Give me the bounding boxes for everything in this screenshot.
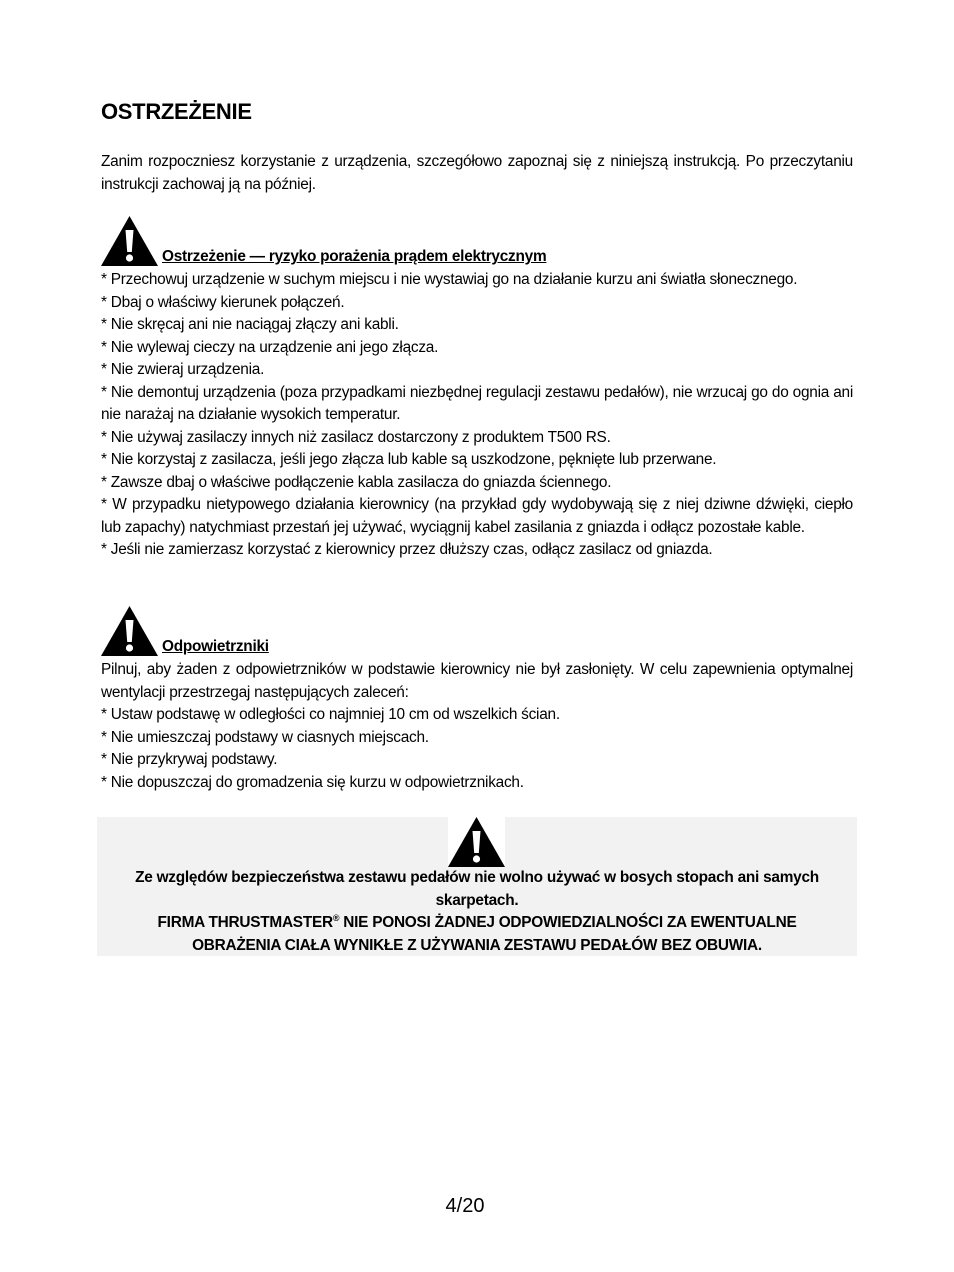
notice-line-1: Ze względów bezpieczeństwa zestawu pedałów nie wolno używać w bosych stopach ani samych skarpetach.: [135, 869, 819, 909]
list-item: * Nie przykrywaj podstawy.: [101, 751, 278, 768]
warning-triangle-icon: [101, 216, 158, 266]
page-title: OSTRZEŻENIE: [101, 99, 252, 124]
list-item: * Nie korzystaj z zasilacza, jeśli jego złącza lub kable są uszkodzone, pęknięte lub przerwane.: [101, 451, 717, 468]
electric-warning-list: [101, 269, 857, 562]
list-item: * Jeśli nie zamierzasz korzystać z kierownicy przez dłuższy czas, odłącz zasilacz od gniazda.: [101, 541, 713, 558]
list-item: * Ustaw podstawę w odległości co najmniej 10 cm od wszelkich ścian.: [101, 706, 560, 723]
list-item: * Nie zwieraj urządzenia.: [101, 361, 265, 378]
vents-intro: Pilnuj, aby żaden z odpowietrzników w podstawie kierownicy nie był zasłonięty. W celu zapewnienia optymalnej wentylacji przestrzegaj następujących zaleceń:: [101, 661, 853, 701]
warning-triangle-icon: [448, 817, 505, 867]
notice-line-2-suffix: NIE PONOSI ŻADNEJ ODPOWIEDZIALNOŚCI ZA EWENTUALNE: [339, 914, 797, 931]
list-item: * Nie używaj zasilaczy innych niż zasilacz dostarczony z produktem T500 RS.: [101, 428, 611, 446]
registered-mark: ®: [332, 912, 340, 923]
list-item: * Nie dopuszczaj do gromadzenia się kurzu w odpowietrznikach.: [101, 773, 524, 791]
vents-heading: [101, 606, 861, 656]
page-number: 4/20: [445, 1195, 485, 1217]
safety-notice-box: [97, 817, 857, 956]
list-item: * Zawsze dbaj o właściwe podłączenie kabla zasilacza do gniazda ściennego.: [101, 473, 612, 491]
intro-paragraph: Zanim rozpoczniesz korzystanie z urządzenia, szczegółowo zapoznaj się z niniejszą instrukcją. Po przeczytaniu instrukcji zachowaj ją na później.: [101, 153, 853, 193]
list-item: * Przechowuj urządzenie w suchym miejscu i nie wystawiaj go na działanie kurzu ani światła słonecznego.: [101, 271, 798, 288]
vents-title: Odpowietrzniki: [162, 638, 269, 655]
list-item: * Nie wylewaj cieczy na urządzenie ani jego złącza.: [101, 338, 439, 356]
list-item: * Dbaj o właściwy kierunek połączeń.: [101, 293, 345, 311]
vents-list: [101, 704, 861, 794]
list-item: * Nie skręcaj ani nie naciągaj złączy ani kabli.: [101, 316, 399, 333]
notice-text: [97, 867, 857, 957]
notice-line-2: [97, 912, 857, 935]
list-item: * Nie demontuj urządzenia (poza przypadkami niezbędnej regulacji zestawu pedałów), nie wrzucaj go do ognia ani nie narażaj na działanie wysokich temperatur.: [101, 383, 853, 423]
electric-warning-title: Ostrzeżenie — ryzyko porażenia prądem elektrycznym: [162, 248, 547, 265]
electric-warning-heading: [101, 216, 861, 266]
list-item: * W przypadku nietypowego działania kierownicy (na przykład gdy wydobywają się z niej dziwne dźwięki, ciepło lub zapachy) natychmiast przestań jej używać, wyciągnij kabel zasilania z gniazda i odłącz pozostałe kable.: [101, 496, 853, 536]
list-item: * Nie umieszczaj podstawy w ciasnych miejscach.: [101, 728, 429, 746]
notice-line-3: OBRAŻENIA CIAŁA WYNIKŁE Z UŻYWANIA ZESTAWU PEDAŁÓW BEZ OBUWIA.: [192, 936, 762, 954]
notice-line-2-prefix: FIRMA THRUSTMASTER: [157, 914, 333, 931]
warning-triangle-icon: [101, 606, 158, 656]
